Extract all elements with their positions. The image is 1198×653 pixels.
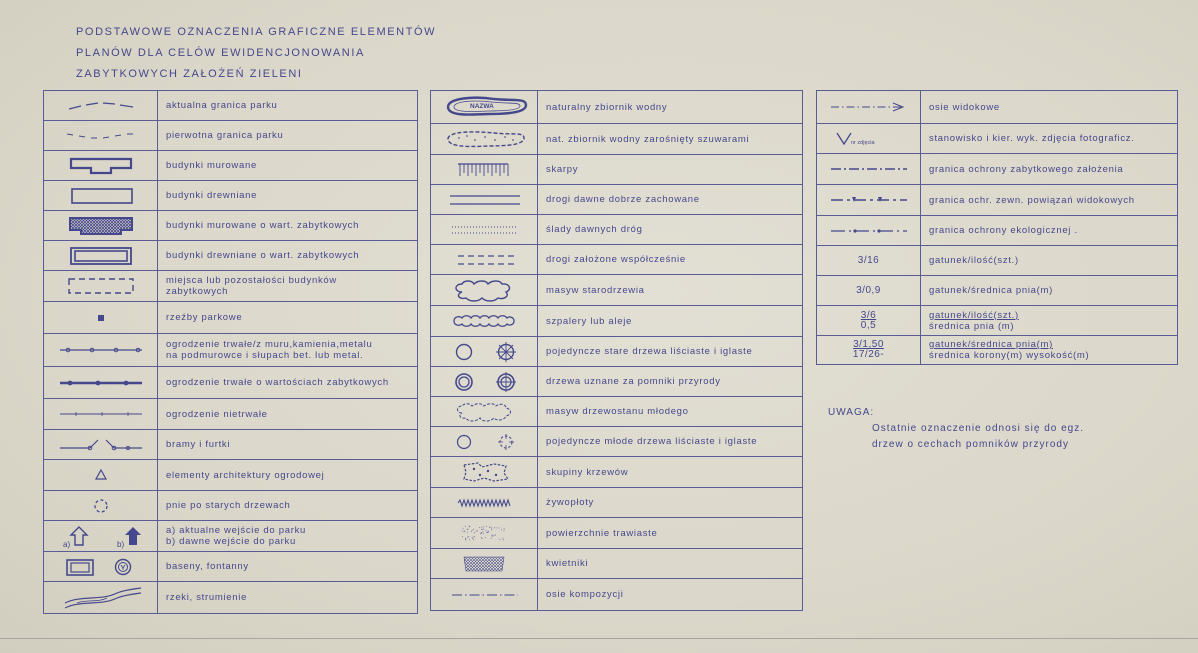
legend-row: [44, 241, 418, 271]
legend-label: [921, 306, 1178, 336]
protection-border-icon: [821, 162, 917, 176]
grass-dot: [483, 526, 484, 527]
legend-row: [431, 337, 803, 367]
legend-label: budynki drewniane: [158, 181, 418, 211]
legend-label: osie kompozycji: [538, 579, 803, 611]
legend-label: masyw starodrzewia: [538, 275, 803, 306]
small-square-icon: [61, 311, 141, 325]
legend-row: [817, 276, 1178, 306]
legend-label: gatunek/średnica pnia(m): [921, 276, 1178, 306]
grass-dot: [474, 532, 475, 533]
legend-label: aktualna granica parku: [158, 91, 418, 121]
grass-dot: [486, 526, 487, 527]
legend-label: granica ochrony zabytkowego założenia: [921, 154, 1178, 185]
grass-dot: [492, 535, 493, 536]
fraction-denominator: 17/26-: [852, 349, 885, 360]
legend-row: [817, 154, 1178, 185]
grass-dot: [472, 530, 473, 531]
grass-dot: [479, 527, 480, 528]
grass-dot: [502, 538, 503, 539]
legend-label-line: zabytkowych: [166, 286, 229, 297]
grass-dot: [493, 535, 494, 536]
grass-dot: [483, 529, 484, 530]
legend-row: [44, 460, 418, 491]
grass-dot: [462, 531, 463, 532]
legend-table-water-vegetation: [430, 90, 803, 611]
legend-label: elementy architektury ogrodowej: [158, 460, 418, 491]
grass-dot: [492, 536, 493, 537]
species-count-symbol: 3/16: [817, 246, 921, 276]
legend-row: [817, 336, 1178, 365]
legend-label: nat. zbiornik wodny zarośnięty szuwarami: [538, 124, 803, 155]
legend-row: [817, 185, 1178, 216]
triangle-icon: [61, 467, 141, 483]
single-trees-icon: [434, 341, 534, 363]
legend-label: [158, 334, 418, 367]
legend-label: kwietniki: [538, 549, 803, 579]
grass-dot: [504, 530, 505, 531]
legend-label: ogrodzenie trwałe o wartościach zabytkowych: [158, 367, 418, 399]
masonry-building-outline-icon: [61, 156, 141, 176]
sheet-fold-line: [0, 638, 1198, 639]
wooden-building-outline-icon: [61, 186, 141, 206]
legend-row: [431, 185, 803, 215]
legend-label: rzeźby parkowe: [158, 302, 418, 334]
fraction-denominator: 0,5: [860, 319, 877, 331]
legend-label: żywopłoty: [538, 488, 803, 518]
grass-dot: [485, 537, 486, 538]
grass-dot: [464, 531, 465, 532]
grass-dot: [468, 536, 469, 537]
legend-row: [431, 367, 803, 397]
legend-label: budynki murowane: [158, 151, 418, 181]
grass-dot: [490, 527, 491, 528]
hedge-scallop-icon: [434, 311, 534, 331]
grass-dot: [467, 532, 468, 533]
grass-dot: [472, 537, 473, 538]
legend-row: [431, 124, 803, 155]
river-icon: [51, 585, 151, 611]
legend-row: [431, 427, 803, 457]
grass-dot: [483, 531, 484, 532]
legend-label: granica ochrony ekologicznej .: [921, 216, 1178, 246]
legend-row: [44, 582, 418, 614]
legend-label: [921, 336, 1178, 365]
legend-row: [431, 549, 803, 579]
wooden-building-double-outline-icon: [61, 246, 141, 266]
dashed-line-loose-icon: [61, 129, 141, 143]
legend-label: bramy i furtki: [158, 430, 418, 460]
legend-label-line: b) dawne wejście do parku: [166, 536, 296, 547]
species-fraction-symbol: [817, 306, 921, 336]
legend-label: masyw drzewostanu młodego: [538, 397, 803, 427]
grass-dot: [477, 530, 478, 531]
dashed-building-outline-icon: [61, 276, 141, 296]
grass-dot: [491, 538, 492, 539]
legend-label: rzeki, strumienie: [158, 582, 418, 614]
legend-row: [431, 306, 803, 337]
legend-row: [44, 151, 418, 181]
legend-label: gatunek/ilość(szt.): [921, 246, 1178, 276]
fence-line-posts-icon: [56, 343, 146, 357]
grass-dot: [467, 529, 468, 530]
view-axis-arrow-icon: [821, 100, 917, 114]
grass-dot: [465, 526, 466, 527]
legend-label: pierwotna granica parku: [158, 121, 418, 151]
grass-dot: [482, 529, 483, 530]
grass-dot: [491, 528, 492, 529]
flowerbed-stipple-icon: [434, 553, 534, 575]
legend-label: [158, 521, 418, 552]
note-line: drzew o cechach pomników przyrody: [872, 439, 1069, 450]
legend-row: [817, 246, 1178, 276]
grass-dot: [476, 531, 477, 532]
grass-dot: [480, 533, 481, 534]
entrance-arrows-icon: [51, 523, 151, 549]
legend-label-line: średnica pnia (m): [929, 320, 1015, 332]
legend-row: [431, 579, 803, 611]
legend-label-line: gatunek/ilość(szt.): [929, 309, 1019, 321]
monument-trees-icon: [434, 371, 534, 393]
fence-line-thick-icon: [56, 376, 146, 390]
grass-dot: [465, 539, 466, 540]
legend-label: pojedyncze młode drzewa liściaste i iglaste: [538, 427, 803, 457]
legend-row: [44, 121, 418, 151]
grass-dot: [499, 528, 500, 529]
fence-line-thin-icon: [56, 407, 146, 421]
legend-row: [44, 367, 418, 399]
grass-dot: [473, 529, 474, 530]
tree-mass-cloud-icon: [434, 278, 534, 302]
title-line: PODSTAWOWE OZNACZENIA GRAFICZNE ELEMENTÓW: [76, 26, 437, 38]
legend-label: baseny, fontanny: [158, 552, 418, 582]
legend-row: [44, 271, 418, 302]
legend-label-line: na podmurowce i słupach bet. lub metal.: [166, 350, 364, 361]
legend-label: ogrodzenie nietrwałe: [158, 399, 418, 430]
grass-dot: [499, 539, 500, 540]
legend-label-line: a) aktualne wejście do parku: [166, 525, 307, 536]
legend-row: [817, 306, 1178, 336]
grass-dot: [468, 529, 469, 530]
composition-axis-icon: [434, 588, 534, 602]
legend-row: [431, 215, 803, 245]
legend-label: drzewa uznane za pomniki przyrody: [538, 367, 803, 397]
grass-dot: [501, 529, 502, 530]
legend-row: [44, 521, 418, 552]
pool-fountain-icon: [51, 556, 151, 578]
grass-dot: [481, 532, 482, 533]
legend-row: [817, 91, 1178, 124]
legend-row: [44, 491, 418, 521]
grass-dot: [482, 538, 483, 539]
grass-dot: [473, 539, 474, 540]
legend-title: [76, 22, 436, 85]
species-diameter-symbol: 3/0,9: [817, 276, 921, 306]
legend-label: powierzchnie trawiaste: [538, 518, 803, 549]
legend-row: [44, 552, 418, 582]
dotted-line-icon: [434, 222, 534, 238]
legend-row: [44, 334, 418, 367]
grass-dot: [462, 536, 463, 537]
legend-label-line: ogrodzenie trwałe/z muru,kamienia,metalu: [166, 339, 373, 350]
overgrown-pond-icon: [434, 128, 534, 150]
grass-dot: [486, 532, 487, 533]
dashed-circle-icon: [61, 497, 141, 515]
shrub-group-icon: [434, 459, 534, 485]
dashed-line-solid-icon: [61, 99, 141, 113]
title-line: ZABYTKOWYCH ZAŁOŻEŃ ZIELENI: [76, 68, 303, 80]
young-tree-mass-icon: [434, 400, 534, 424]
note-line: Ostatnie oznaczenie odnosi się do egz.: [872, 423, 1084, 434]
legend-table-axes-borders: [816, 90, 1178, 365]
grass-dot: [494, 535, 495, 536]
grass-dot: [503, 539, 504, 540]
grass-dot: [481, 529, 482, 530]
legend-label: granica ochr. zewn. powiązań widokowych: [921, 185, 1178, 216]
legend-row: [431, 245, 803, 275]
species-crown-symbol: [817, 336, 921, 365]
grass-dot: [491, 529, 492, 530]
legend-label-line: średnica korony(m) wysokość(m): [929, 350, 1090, 361]
legend-row: [44, 181, 418, 211]
legend-row: [431, 518, 803, 549]
legend-row: [44, 399, 418, 430]
entrance-label-b: b): [116, 540, 124, 549]
legend-row: [817, 124, 1178, 154]
grass-dot: [504, 528, 505, 529]
legend-row: [431, 275, 803, 306]
legend-row: [44, 302, 418, 334]
legend-label-line: gatunek/średnica pnia(m): [929, 339, 1053, 350]
grass-dot: [471, 531, 472, 532]
fraction-numerator: 3/6: [860, 309, 877, 321]
legend-label: skarpy: [538, 155, 803, 185]
legend-label: osie widokowe: [921, 91, 1178, 124]
slope-hatch-icon: [434, 160, 534, 180]
legend-label: ślady dawnych dróg: [538, 215, 803, 245]
fraction-numerator: 3/1,50: [853, 339, 884, 350]
legend-note: [828, 405, 1084, 453]
note-label: UWAGA:: [828, 407, 875, 418]
legend-table-buildings: [43, 90, 418, 614]
legend-label: drogi założone współcześnie: [538, 245, 803, 275]
grass-dot: [496, 527, 497, 528]
legend-row: [44, 211, 418, 241]
grass-dot: [489, 527, 490, 528]
grass-dot: [465, 539, 466, 540]
legend-label: szpalery lub aleje: [538, 306, 803, 337]
grass-dot: [487, 532, 488, 533]
grass-stipple-icon: [434, 522, 534, 544]
legend-row: [817, 216, 1178, 246]
grass-dot: [494, 527, 495, 528]
legend-label: budynki murowane o wart. zabytkowych: [158, 211, 418, 241]
legend-label: [158, 271, 418, 302]
photo-station-icon: [821, 129, 917, 149]
pond-name-label: NAZWA: [470, 103, 494, 110]
double-line-icon: [434, 192, 534, 208]
grass-dot: [469, 539, 470, 540]
grass-dot: [481, 527, 482, 528]
grass-dot: [463, 528, 464, 529]
dashed-double-line-icon: [434, 252, 534, 268]
grass-dot: [483, 533, 484, 534]
gate-icon: [56, 436, 146, 454]
legend-label: budynki drewniane o wart. zabytkowych: [158, 241, 418, 271]
legend-label: stanowisko i kier. wyk. zdjęcia fotograficz.: [921, 124, 1178, 154]
legend-row: [431, 488, 803, 518]
legend-row: [44, 91, 418, 121]
grass-dot: [464, 531, 465, 532]
ecological-border-icon: [821, 224, 917, 238]
legend-label: skupiny krzewów: [538, 457, 803, 488]
legend-row: [431, 91, 803, 124]
photo-number-label: nr zdjęcia: [850, 139, 875, 146]
grass-dot: [467, 537, 468, 538]
masonry-building-hatched-icon: [61, 216, 141, 236]
entrance-label-a: a): [62, 540, 70, 549]
legend-label: naturalny zbiornik wodny: [538, 91, 803, 124]
legend-label: pojedyncze stare drzewa liściaste i iglaste: [538, 337, 803, 367]
zigzag-hedge-icon: [434, 496, 534, 510]
legend-label: drogi dawne dobrze zachowane: [538, 185, 803, 215]
grass-dot: [469, 526, 470, 527]
view-connection-border-icon: [821, 193, 917, 207]
legend-row: [431, 155, 803, 185]
title-line: PLANÓW DLA CELÓW EWIDENCJONOWANIA: [76, 47, 365, 59]
legend-row: [431, 397, 803, 427]
legend-row: [431, 457, 803, 488]
grass-dot: [486, 530, 487, 531]
grass-dot: [473, 536, 474, 537]
young-trees-icon: [434, 431, 534, 453]
legend-label-line: miejsca lub pozostałości budynków: [166, 275, 337, 286]
legend-row: [44, 430, 418, 460]
pond-icon: [434, 94, 534, 120]
legend-label: pnie po starych drzewach: [158, 491, 418, 521]
